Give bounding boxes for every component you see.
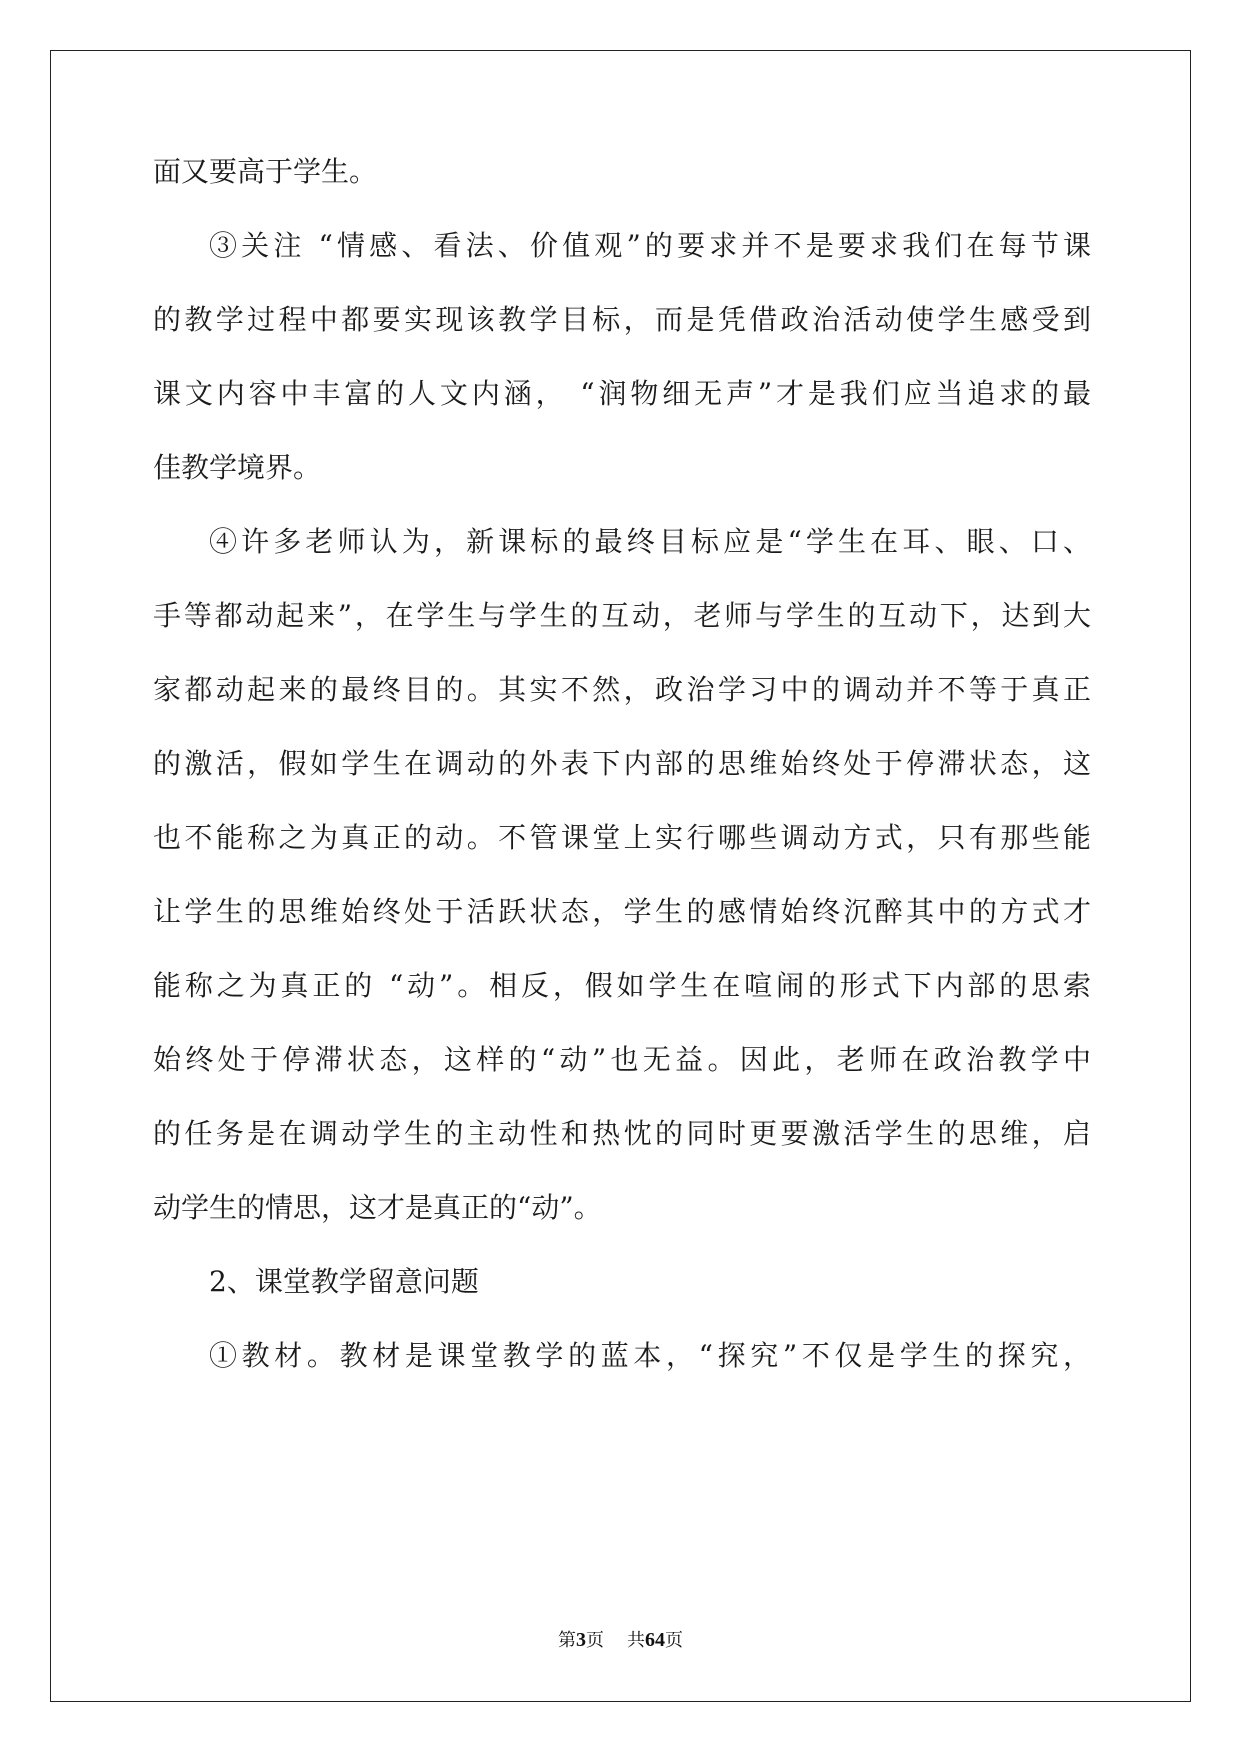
text-line: 家都动起来的最终目的。其实不然，政治学习中的调动并不等于真正 <box>153 673 1091 706</box>
total-prefix: 共 <box>626 1630 645 1651</box>
text-line: ①教材。教材是课堂教学的蓝本，“探究”不仅是学生的探究， <box>209 1339 1091 1372</box>
page-prefix: 第 <box>558 1630 577 1651</box>
page-border <box>50 50 1191 1702</box>
text-line: ③关注 “情感、看法、价值观”的要求并不是要求我们在每节课 <box>209 229 1091 262</box>
text-line: 课文内容中丰富的人文内涵， “润物细无声”才是我们应当追求的最 <box>153 377 1091 410</box>
total-pages: 64 <box>644 1629 665 1651</box>
text-line: 佳教学境界。 <box>153 451 322 484</box>
text-line: ④许多老师认为，新课标的最终目标应是“学生在耳、眼、口、 <box>209 525 1091 558</box>
text-line: 让学生的思维始终处于活跃状态，学生的感情始终沉醉其中的方式才 <box>153 895 1091 928</box>
total-suffix: 页 <box>664 1630 683 1651</box>
text-line: 的任务是在调动学生的主动性和热忱的同时更要激活学生的思维，启 <box>153 1117 1091 1150</box>
text-line: 也不能称之为真正的动。不管课堂上实行哪些调动方式，只有那些能 <box>153 821 1091 854</box>
text-line: 能称之为真正的 “动”。相反，假如学生在喧闹的形式下内部的思索 <box>153 969 1091 1002</box>
text-line: 动学生的情思，这才是真正的“动”。 <box>153 1191 602 1224</box>
text-line: 始终处于停滞状态，这样的“动”也无益。因此，老师在政治教学中 <box>153 1043 1091 1076</box>
text-line: 面又要高于学生。 <box>153 155 378 188</box>
page-number: 3 <box>576 1629 587 1651</box>
text-line: 的教学过程中都要实现该教学目标，而是凭借政治活动使学生感受到 <box>153 303 1091 336</box>
page-suffix: 页 <box>586 1630 605 1651</box>
page-footer <box>0 1626 1241 1652</box>
text-line: 手等都动起来”，在学生与学生的互动，老师与学生的互动下，达到大 <box>153 599 1091 632</box>
text-line: 的激活，假如学生在调动的外表下内部的思维始终处于停滞状态，这 <box>153 747 1091 780</box>
section-heading: 2、课堂教学留意问题 <box>209 1265 479 1298</box>
